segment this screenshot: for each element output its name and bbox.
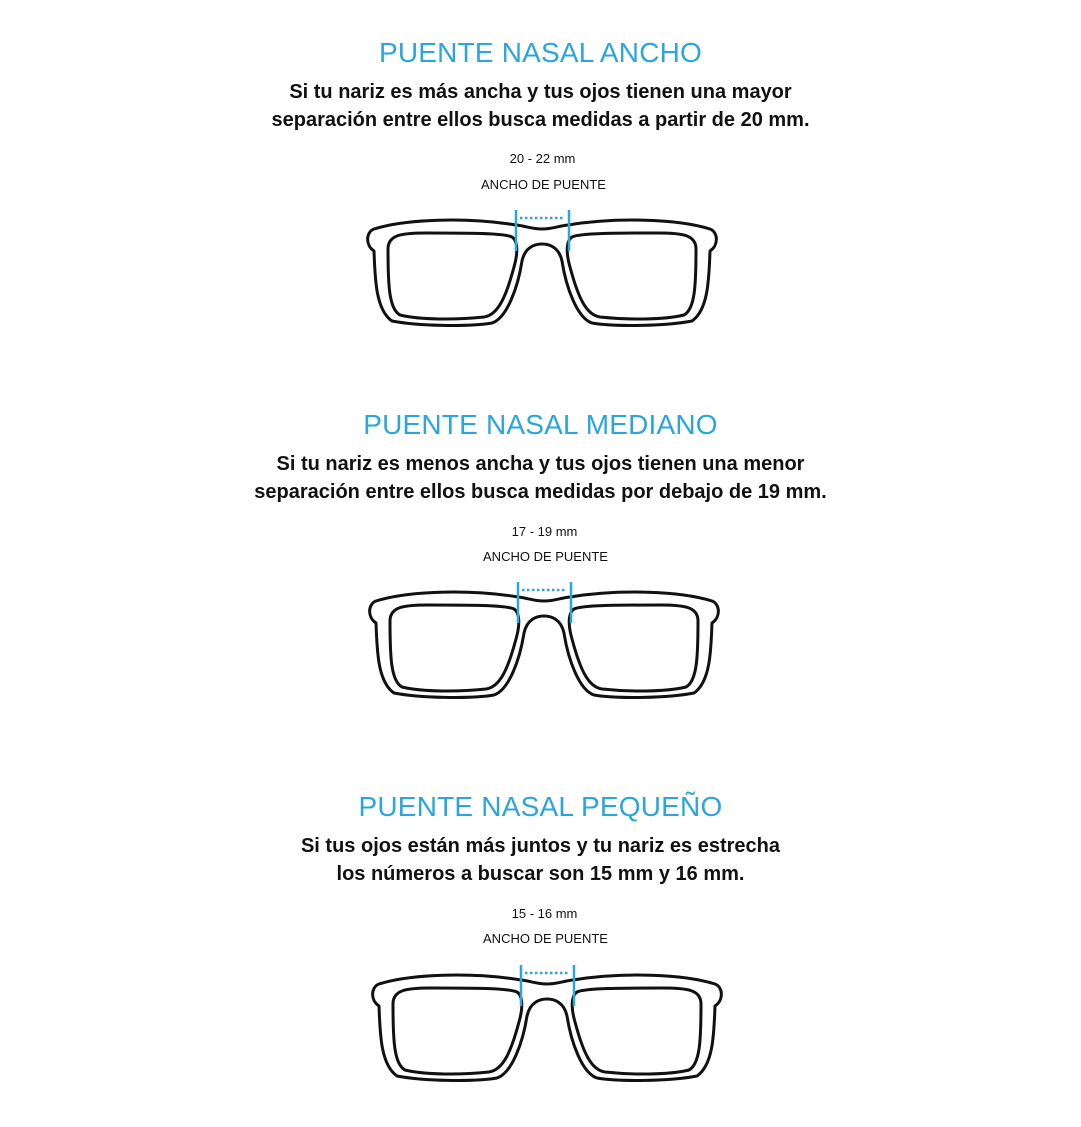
description-line: los números a buscar son 15 mm y 16 mm. xyxy=(336,863,745,885)
bridge-range: 20 - 22 mm xyxy=(509,151,576,166)
section-description xyxy=(0,78,1081,134)
description-line: Si tu nariz es más ancha y tus ojos tienen una mayor xyxy=(289,81,792,103)
section-medium-bridge xyxy=(0,408,1081,506)
bridge-range: 15 - 16 mm xyxy=(511,906,578,921)
description-line: separación entre ellos busca medidas por debajo de 19 mm. xyxy=(254,481,827,503)
glasses-icon xyxy=(368,577,722,702)
lens-right xyxy=(567,233,696,319)
description-line: Si tus ojos están más juntos y tu nariz es estrecha xyxy=(300,835,781,857)
section-small-bridge xyxy=(0,790,1081,888)
section-title: PUENTE NASAL ANCHO xyxy=(378,37,703,68)
lens-right xyxy=(569,605,698,691)
glasses-icon xyxy=(366,205,720,330)
frame-outline xyxy=(368,220,717,325)
section-wide-bridge xyxy=(0,36,1081,134)
bridge-label: ANCHO DE PUENTE xyxy=(481,177,606,192)
section-title: PUENTE NASAL MEDIANO xyxy=(363,409,718,440)
bridge-label: ANCHO DE PUENTE xyxy=(483,549,608,564)
description-line: Si tu nariz es menos ancha y tus ojos tienen una menor xyxy=(276,453,805,475)
lens-left xyxy=(393,988,522,1074)
lens-right xyxy=(572,988,701,1074)
section-title: PUENTE NASAL PEQUEÑO xyxy=(358,791,723,822)
bridge-label: ANCHO DE PUENTE xyxy=(483,931,608,946)
section-description xyxy=(0,450,1081,506)
frame-outline xyxy=(370,592,719,697)
lens-left xyxy=(390,605,519,691)
bridge-range: 17 - 19 mm xyxy=(511,524,578,539)
section-description xyxy=(0,832,1081,888)
description-line: separación entre ellos busca medidas a partir de 20 mm. xyxy=(271,109,810,131)
glasses-icon xyxy=(371,960,725,1085)
lens-left xyxy=(388,233,517,319)
frame-outline xyxy=(373,975,722,1080)
